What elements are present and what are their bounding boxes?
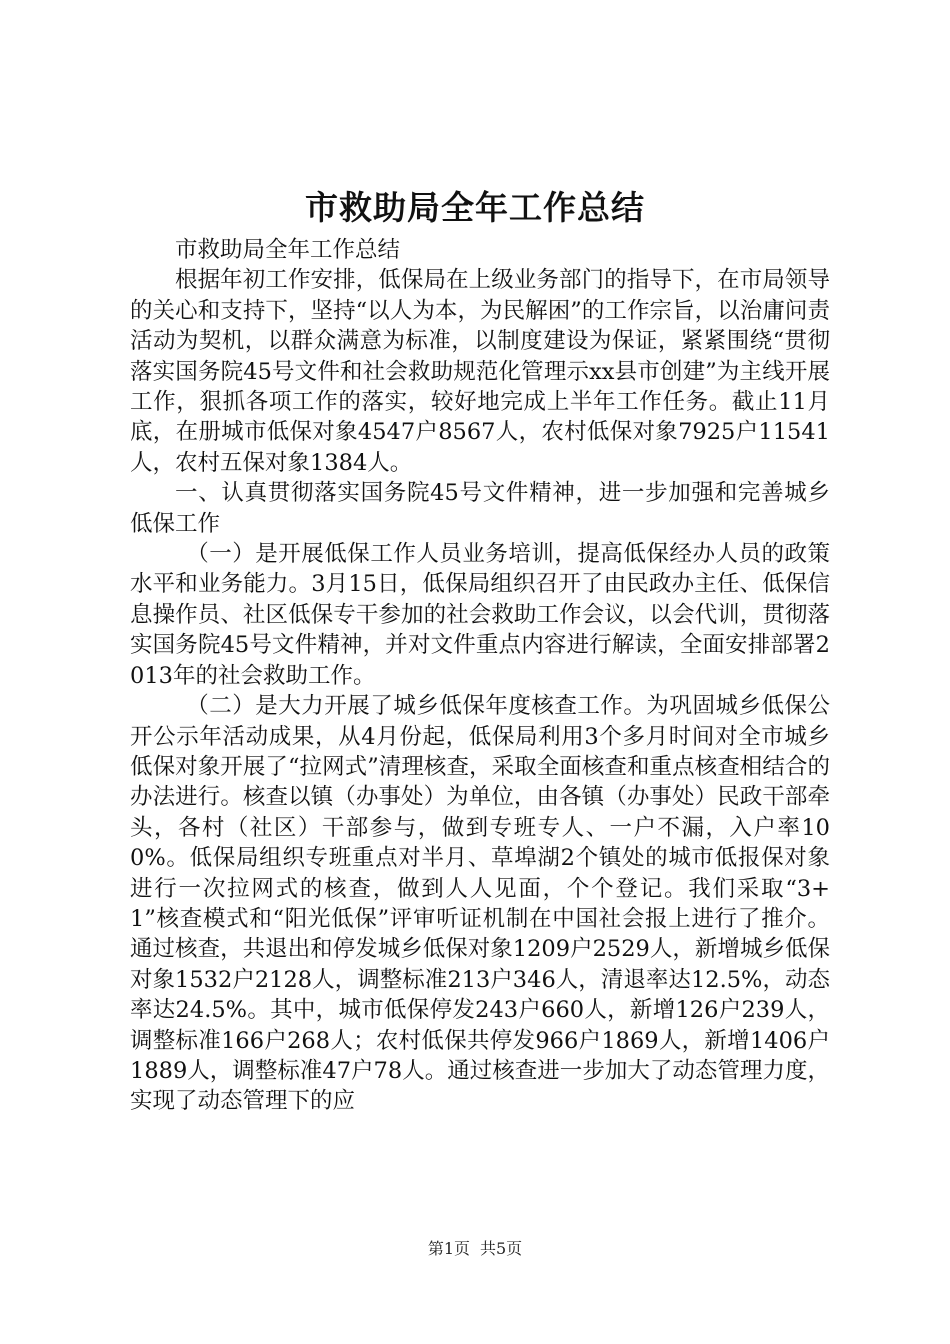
section-heading-1: 一、认真贯彻落实国务院45号文件精神，进一步加强和完善城乡低保工作	[130, 480, 830, 537]
page-number: 第1页	[427, 1239, 470, 1258]
paragraph-subtitle: 市救助局全年工作总结	[175, 237, 401, 263]
paragraph-item-1: （一）是开展低保工作人员业务培训，提高低保经办人员的政策水平和业务能力。3月15日，低保局组织召开了由民政办主任、低保信息操作员、社区低保专干参加的社会救助工作会议，以会代训，贯彻落实国务院45号文件精神，并对文件重点内容进行解读，全面安排部署2013年的社会救助工作。	[130, 541, 830, 689]
document-body	[130, 235, 830, 1117]
paragraph-intro: 根据年初工作安排，低保局在上级业务部门的指导下，在市局领导的关心和支持下，坚持“以人为本，为民解困”的工作宗旨，以治庸问责活动为契机，以群众满意为标准，以制度建设为保证，紧紧围绕“贯彻落实国务院45号文件和社会救助规范化管理示xx县市创建”为主线开展工作，狠抓各项工作的落实，较好地完成上半年工作任务。截止11月底，在册城市低保对象4547户8567人，农村低保对象7925户11541人，农村五保对象1384人。	[130, 267, 830, 476]
page-footer	[0, 1238, 950, 1260]
document-title: 市救助局全年工作总结	[305, 188, 645, 227]
page-total: 共5页	[480, 1239, 523, 1258]
paragraph-item-2: （二）是大力开展了城乡低保年度核查工作。为巩固城乡低保公开公示年活动成果，从4月份起，低保局利用3个多月时间对全市城乡低保对象开展了“拉网式”清理核查，采取全面核查和重点核查相结合的办法进行。核查以镇（办事处）为单位，由各镇（办事处）民政干部牵头，各村（社区）干部参与，做到专班专人、一户不漏，入户率100%。低保局组织专班重点对半月、草埠湖2个镇处的城市低报保对象进行一次拉网式的核查，做到人人见面，个个登记。我们采取“3+1”核查模式和“阳光低保”评审听证机制在中国社会报上进行了推介。通过核查，共退出和停发城乡低保对象1209户2529人，新增城乡低保对象1532户2128人，调整标准213户346人，清退率达12.5%，动态率达24.5%。其中，城市低保停发243户660人，新增126户239人，调整标准166户268人；农村低保共停发966户1869人，新增1406户1889人，调整标准47户78人。通过核查进一步加大了动态管理力度，实现了动态管理下的应	[130, 693, 830, 1115]
